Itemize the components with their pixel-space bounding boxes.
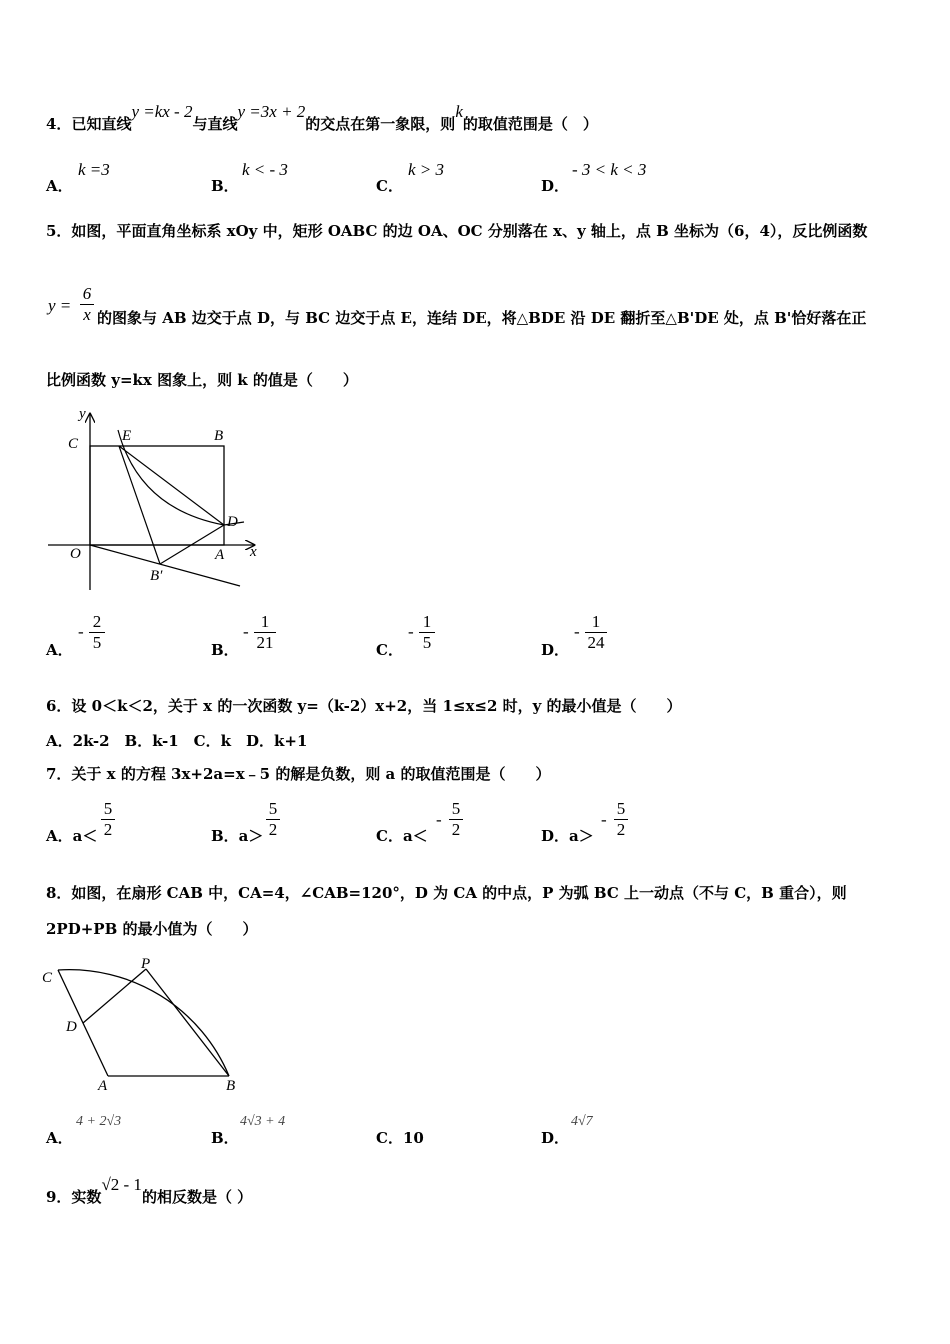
- q4-option-a-math: k =3: [78, 160, 110, 179]
- question-8-line2: 2PD+PB 的最小值为（ ）: [46, 920, 258, 938]
- question-number: 4．: [46, 115, 72, 133]
- q7-option-c-sign: -: [436, 810, 442, 829]
- q4-option-b-math: k < - 3: [242, 160, 288, 179]
- label-d: D: [227, 514, 238, 530]
- q4-option-a-label: A．: [46, 177, 73, 195]
- fraction-numerator: 2: [92, 612, 102, 631]
- option-value: 10: [402, 1129, 424, 1147]
- q5-option-d-sign: -: [574, 622, 580, 641]
- fraction-denominator: 24: [585, 632, 607, 653]
- question-7-stem: 7．关于 x 的方程 3x+2a=x﹣5 的解是负数，则 a 的取值范围是（ ）: [46, 765, 551, 783]
- question-text: 与直线: [192, 115, 238, 133]
- fraction-denominator: 5: [419, 632, 435, 653]
- question-text: 已知直线: [71, 115, 132, 133]
- q8-option-a-math: 4 + 2√3: [76, 1114, 122, 1129]
- label-o: O: [70, 546, 81, 562]
- fraction-numerator: 1: [260, 612, 270, 631]
- q4-option-b-label: B．: [211, 177, 239, 195]
- fraction-denominator: 5: [89, 632, 105, 653]
- q8-option-d-math: 4√7: [571, 1114, 593, 1129]
- q4-option-c-math: k > 3: [408, 160, 445, 179]
- label-a: A: [215, 547, 225, 563]
- option-label: C．: [376, 1129, 403, 1147]
- q7-option-d-label: D．a＞: [541, 827, 594, 845]
- fraction-numerator: 5: [103, 799, 113, 818]
- fraction-denominator: 2: [266, 819, 280, 840]
- q8-option-b-math: 4√3 + 4: [240, 1114, 286, 1129]
- q5-func-lhs: y =: [48, 296, 72, 315]
- label-c: C: [42, 970, 53, 986]
- question-text: 的取值范围是（ ）: [462, 115, 598, 133]
- question-8-line1: 8．如图，在扇形 CAB 中，CA=4，∠CAB=120°，D 为 CA 的中点，P 为弧 BC 上一动点（不与 C，B 重合），则: [46, 884, 847, 902]
- label-c: C: [68, 436, 79, 452]
- q4-option-d-math: - 3 < k < 3: [572, 160, 647, 179]
- segment-pd: [83, 969, 146, 1023]
- question-9-stem: [46, 1175, 253, 1206]
- q7-option-a-fraction: [101, 799, 115, 840]
- segment-pb: [146, 969, 229, 1076]
- q5-option-c-label: C．: [376, 641, 403, 659]
- question-6-stem: 6．设 0＜k＜2，关于 x 的一次函数 y=（k-2）x+2，当 1≤x≤2 时，y 的最小值是（ ）: [46, 697, 682, 715]
- q5-option-b-fraction: [254, 612, 276, 653]
- math-expression: k: [455, 102, 463, 121]
- fraction-numerator: 5: [268, 799, 278, 818]
- q5-option-d-label: D．: [541, 641, 570, 659]
- q7-option-d-sign: -: [601, 810, 607, 829]
- math-expression: y =3x + 2: [237, 102, 306, 121]
- q5-option-a-sign: -: [78, 622, 84, 641]
- fraction-denominator: 2: [614, 819, 628, 840]
- segment-de: [119, 446, 224, 525]
- question-5-line2: 的图象与 AB 边交于点 D，与 BC 边交于点 E，连结 DE，将△BDE 沿 DE 翻折至△B'DE 处，点 B'恰好落在正: [97, 309, 867, 327]
- fraction-denominator: 21: [254, 632, 276, 653]
- label-a: A: [98, 1078, 108, 1094]
- q7-option-b-fraction: [266, 799, 280, 840]
- label-y: y: [79, 406, 86, 422]
- q5-func-fraction: [80, 284, 94, 325]
- fraction-numerator: 6: [82, 284, 92, 303]
- q8-option-b-label: B．: [211, 1129, 239, 1147]
- fraction-numerator: 5: [451, 799, 461, 818]
- label-d: D: [66, 1019, 77, 1035]
- q4-option-c-label: C．: [376, 177, 403, 195]
- question-text: 的交点在第一象限，则: [305, 115, 456, 133]
- q5-option-b-sign: -: [243, 622, 249, 641]
- math-expression: y =kx - 2: [131, 102, 193, 121]
- q8-figure: [40, 952, 250, 1096]
- q8-option-a-label: A．: [46, 1129, 73, 1147]
- q5-option-c-fraction: [419, 612, 435, 653]
- question-5-line3: 比例函数 y=kx 图象上，则 k 的值是（ ）: [46, 371, 358, 389]
- question-text: 的相反数是（ ）: [141, 1188, 253, 1206]
- q5-option-d-fraction: [585, 612, 607, 653]
- fraction-numerator: 1: [422, 612, 432, 631]
- label-e: E: [122, 428, 132, 444]
- fraction-denominator: 2: [449, 819, 463, 840]
- q5-option-c-sign: -: [408, 622, 414, 641]
- fraction-numerator: 1: [591, 612, 601, 631]
- q8-option-c-label: [376, 1127, 424, 1148]
- q7-option-a-label: A．a＜: [46, 827, 98, 845]
- question-6-options: A．2k-2 B．k-1 C．k D．k+1: [46, 732, 308, 750]
- label-b: B: [226, 1078, 236, 1094]
- q7-option-c-label: C．a＜: [376, 827, 428, 845]
- q5-option-a-label: A．: [46, 641, 73, 659]
- hyperbola-curve: [118, 430, 244, 525]
- q4-option-d-label: D．: [541, 177, 570, 195]
- q5-option-b-label: B．: [211, 641, 239, 659]
- segment-eb-prime: [119, 446, 160, 564]
- label-x: x: [250, 544, 257, 560]
- q5-option-a-fraction: [89, 612, 105, 653]
- math-expression: √2 - 1: [101, 1175, 142, 1194]
- label-b: B: [214, 428, 224, 444]
- question-5-line1: 5．如图，平面直角坐标系 xOy 中，矩形 OABC 的边 OA、OC 分别落在 x、y 轴上，点 B 坐标为（6，4），反比例函数: [46, 222, 868, 240]
- q8-option-d-label: D．: [541, 1129, 570, 1147]
- question-4-stem: [46, 102, 598, 133]
- q7-option-d-fraction: [614, 799, 628, 840]
- q7-option-b-label: B．a＞: [211, 827, 264, 845]
- fraction-denominator: x: [80, 304, 94, 325]
- q7-option-c-fraction: [449, 799, 463, 840]
- fraction-numerator: 5: [616, 799, 626, 818]
- label-b-prime: B′: [150, 568, 163, 584]
- q5-figure: [44, 404, 274, 594]
- label-p: P: [141, 956, 151, 972]
- question-text: 9．实数: [46, 1188, 102, 1206]
- fraction-denominator: 2: [101, 819, 115, 840]
